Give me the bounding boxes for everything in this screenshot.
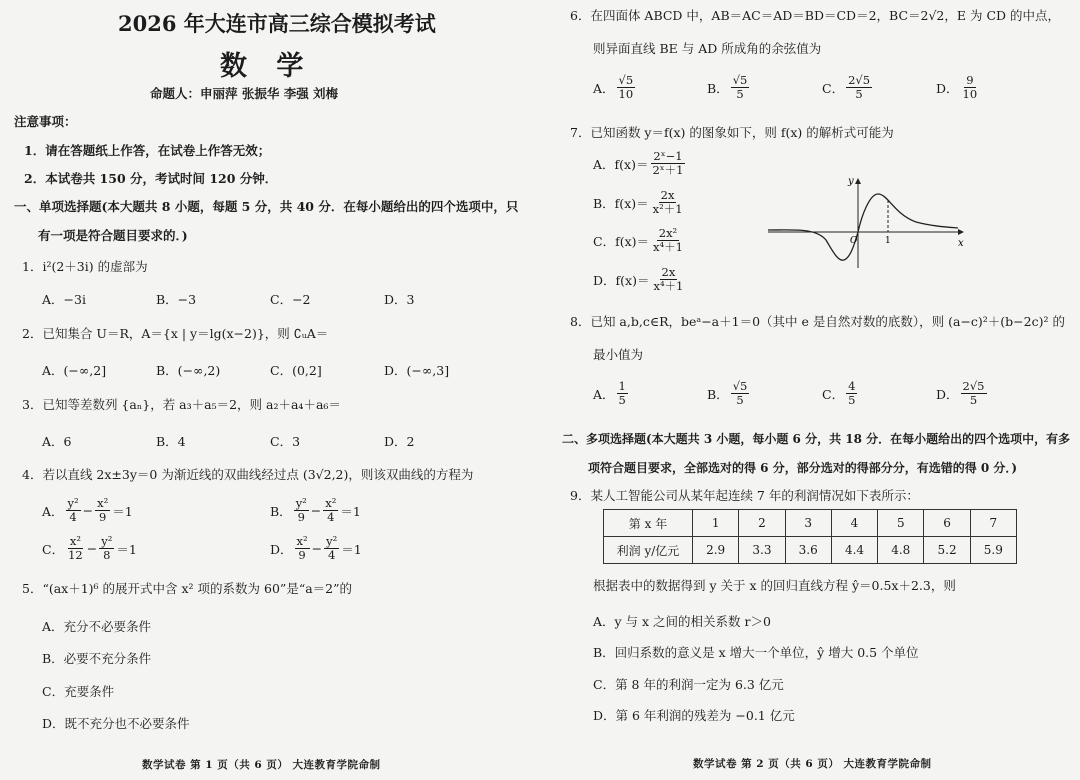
q3-option-c[interactable]: C．3	[270, 434, 301, 449]
q4-option-a[interactable]	[42, 497, 133, 524]
frac-den: 4	[327, 510, 335, 524]
q2-option-b[interactable]: B．(−∞,2)	[156, 363, 221, 378]
q4-c-fraction-2	[99, 535, 114, 562]
table-header-cell: 利润 y/亿元	[604, 537, 693, 564]
frac-den: 5	[618, 393, 626, 407]
frac-den: 5	[736, 87, 744, 101]
section-1-header: 一、单项选择题(本大题共 8 小题，每题 5 分，共 40 分．在每小题给出的四个选项中，只	[14, 199, 519, 214]
question-8-stem: 8．已知 a,b,c∈R，beᵃ−a＋1＝0（其中 e 是自然对数的底数），则 (a−c)²＋(b−2c)² 的	[570, 314, 1065, 329]
q4-c-fraction-1	[66, 535, 85, 562]
q6-option-b-label: B．	[707, 80, 729, 96]
q9-option-a[interactable]: A．y 与 x 之间的相关系数 r＞0	[593, 614, 771, 629]
q7-option-d-label: D．f(x)＝	[593, 272, 650, 288]
q2-option-d[interactable]: D．(−∞,3]	[384, 363, 450, 378]
equals-one: ＝1	[112, 503, 133, 519]
q7-option-c-label: C．f(x)＝	[593, 233, 649, 249]
q7-option-c[interactable]	[593, 227, 687, 254]
q1-option-d[interactable]: D．3	[384, 292, 415, 307]
section-2-header: 二、多项选择题(本大题共 3 小题，每小题 6 分，共 18 分．在每小题给出的四个选项中，有多	[562, 432, 1071, 446]
page-1-footer: 数学试卷 第 1 页（共 6 页） 大连教育学院命制	[142, 759, 381, 771]
q3-option-a[interactable]: A．6	[42, 434, 72, 449]
q4-a-fraction-2	[95, 497, 110, 524]
table-cell: 1	[693, 510, 739, 537]
table-cell: 4.8	[878, 537, 924, 564]
frac-den: 9	[298, 548, 306, 562]
q4-b-fraction-1	[294, 497, 309, 524]
frac-num: √5	[618, 73, 634, 87]
q9-option-b[interactable]: B．回归系数的意义是 x 增大一个单位，ŷ 增大 0.5 个单位	[593, 645, 919, 660]
q7-option-d[interactable]	[593, 266, 687, 293]
table-cell: 4.4	[831, 537, 877, 564]
question-7-stem: 7．已知函数 y＝f(x) 的图象如下，则 f(x) 的解析式可能为	[570, 125, 894, 140]
y-axis-arrow	[855, 178, 861, 184]
q1-option-b[interactable]: B．−3	[156, 292, 197, 307]
frac-den: 9	[99, 510, 107, 524]
frac-num: 2√5	[962, 379, 985, 393]
q9-option-c[interactable]: C．第 8 年的利润一定为 6.3 亿元	[593, 677, 784, 692]
profit-table	[603, 509, 1017, 564]
q6-c-fraction	[846, 74, 872, 101]
q4-option-c-label: C．	[42, 541, 65, 557]
frac-num: 4	[848, 379, 856, 393]
q6-b-fraction	[731, 74, 750, 101]
frac-num: 2x	[660, 188, 675, 202]
frac-den: 10	[962, 87, 978, 101]
question-8-stem-cont: 最小值为	[593, 347, 644, 362]
q8-option-a-label: A．	[593, 386, 615, 402]
question-4-stem: 4．若以直线 2x±3y＝0 为渐近线的双曲线经过点 (3√2,2)，则该双曲线的方程为	[22, 467, 474, 482]
table-header-cell: 第 x 年	[604, 510, 693, 537]
question-9-regression: 根据表中的数据得到 y 关于 x 的回归直线方程 ŷ＝0.5x＋2.3，则	[593, 578, 956, 593]
q4-option-d-label: D．	[270, 541, 293, 557]
function-curve	[768, 194, 958, 260]
frac-num: y²	[101, 534, 113, 548]
notice-item-2: 2．本试卷共 150 分，考试时间 120 分钟．	[24, 171, 278, 186]
q2-option-a[interactable]: A．(−∞,2]	[42, 363, 107, 378]
table-row	[604, 510, 1017, 537]
q8-b-fraction	[731, 380, 750, 407]
frac-den: 10	[618, 87, 634, 101]
frac-den: x⁴＋1	[653, 240, 683, 254]
q7-option-b-label: B．f(x)＝	[593, 195, 649, 211]
equals-one: ＝1	[340, 503, 361, 519]
frac-den: 9	[297, 510, 305, 524]
q4-option-b[interactable]	[270, 497, 361, 524]
graph-origin-label: O	[850, 236, 858, 246]
frac-den: 5	[969, 393, 978, 407]
question-9-stem: 9．某人工智能公司从某年起连续 7 年的利润情况如下表所示：	[570, 488, 919, 503]
frac-num: 2ˣ−1	[653, 149, 683, 163]
q6-a-fraction	[617, 74, 636, 101]
frac-num: x²	[69, 534, 81, 548]
frac-den: x²＋1	[652, 202, 683, 216]
q8-option-b-label: B．	[707, 386, 729, 402]
q6-option-d[interactable]	[936, 74, 981, 101]
equals-one: ＝1	[116, 541, 137, 557]
question-1-stem: 1．i²(2＋3i) 的虚部为	[22, 259, 148, 274]
x-axis-arrow	[958, 229, 964, 235]
notice-item-1: 1．请在答题纸上作答，在试卷上作答无效；	[24, 143, 271, 158]
q8-option-d[interactable]	[936, 380, 989, 407]
question-5-stem: 5．“(ax＋1)⁶ 的展开式中含 x² 项的系数为 60”是“a＝2”的	[22, 581, 352, 596]
q6-d-fraction	[961, 74, 980, 101]
table-cell: 3.3	[739, 537, 785, 564]
table-cell: 6	[924, 510, 970, 537]
frac-num: y²	[67, 496, 79, 510]
q1-option-a[interactable]: A．−3i	[42, 292, 86, 307]
frac-den: 5	[848, 393, 856, 407]
question-6-stem: 6．在四面体 ABCD 中，AB＝AC＝AD＝BD＝CD＝2，BC＝2√2，E 为 CD 的中点，	[570, 8, 1061, 23]
authors-line: 命题人：申丽萍 张振华 李强 刘梅	[150, 86, 339, 101]
q6-option-b[interactable]	[707, 74, 751, 101]
exam-title: 2026 年大连市高三综合模拟考试	[118, 11, 436, 36]
frac-num: y²	[295, 496, 307, 510]
q6-option-c-label: C．	[822, 80, 845, 96]
q5-option-d[interactable]: D．既不充分也不必要条件	[42, 716, 190, 731]
q7-option-b[interactable]	[593, 189, 687, 216]
table-cell: 2	[739, 510, 785, 537]
q8-option-b[interactable]	[707, 380, 751, 407]
q7-a-fraction	[650, 150, 685, 177]
q9-option-d[interactable]: D．第 6 年利润的残差为 −0.1 亿元	[593, 708, 795, 723]
minus-sign: −	[82, 503, 94, 518]
minus-sign: −	[86, 541, 98, 556]
frac-num: √5	[732, 379, 748, 393]
question-2-stem: 2．已知集合 U＝R，A＝{x | y＝lg(x−2)}，则 ∁ᵤA＝	[22, 326, 329, 341]
table-cell: 4	[831, 510, 877, 537]
q5-option-c[interactable]: C．充要条件	[42, 684, 115, 699]
q1-option-c[interactable]: C．−2	[270, 292, 311, 307]
q8-option-a[interactable]	[593, 380, 630, 407]
frac-num: x²	[296, 534, 308, 548]
frac-num: 2x	[661, 265, 676, 279]
q4-option-c[interactable]	[42, 535, 137, 562]
table-cell: 2.9	[693, 537, 739, 564]
table-cell: 5.9	[970, 537, 1016, 564]
section-1-header-cont: 有一项是符合题目要求的．)	[38, 228, 188, 243]
frac-num: 1	[618, 379, 626, 393]
frac-den: 12	[68, 548, 83, 562]
q3-option-b[interactable]: B．4	[156, 434, 186, 449]
section-2-header-cont: 项符合题目要求，全部选对的得 6 分，部分选对的得部分分，有选错的得 0 分．)	[588, 461, 1018, 475]
q4-d-fraction-2	[324, 535, 339, 562]
q8-option-c[interactable]	[822, 380, 859, 407]
equals-one: ＝1	[341, 541, 362, 557]
q4-a-fraction-1	[66, 497, 81, 524]
minus-sign: −	[311, 541, 323, 556]
q7-option-a-label: A．f(x)＝	[593, 156, 649, 172]
question-6-stem-cont: 则异面直线 BE 与 AD 所成角的余弦值为	[593, 41, 822, 56]
frac-num: y²	[326, 534, 338, 548]
q7-option-a[interactable]	[593, 150, 687, 177]
q7-c-fraction	[651, 227, 685, 254]
q4-option-b-label: B．	[270, 503, 292, 519]
q3-option-d[interactable]: D．2	[384, 434, 415, 449]
minus-sign: −	[310, 503, 322, 518]
q6-option-a-label: A．	[593, 80, 615, 96]
table-cell: 3	[785, 510, 831, 537]
graph-one-label: 1	[885, 236, 891, 246]
frac-den: 8	[103, 548, 111, 562]
notice-heading: 注意事项：	[14, 114, 77, 129]
q2-option-c[interactable]: C．(0,2]	[270, 363, 322, 378]
q4-option-a-label: A．	[42, 503, 64, 519]
q8-a-fraction	[617, 380, 628, 407]
q4-option-d[interactable]	[270, 535, 362, 562]
graph-x-label: x	[958, 238, 964, 249]
q8-c-fraction	[846, 380, 857, 407]
q8-option-d-label: D．	[936, 386, 959, 402]
frac-den: 4	[69, 510, 77, 524]
frac-num: √5	[732, 73, 748, 87]
q8-option-c-label: C．	[822, 386, 845, 402]
frac-num: 2√5	[848, 73, 871, 87]
table-row	[604, 537, 1017, 564]
q8-d-fraction	[961, 380, 987, 407]
q6-option-a[interactable]	[593, 74, 637, 101]
table-cell: 5	[878, 510, 924, 537]
frac-den: x⁴＋1	[653, 279, 684, 293]
graph-y-label: y	[848, 176, 854, 187]
q6-option-d-label: D．	[936, 80, 959, 96]
frac-num: x²	[97, 496, 109, 510]
table-cell: 3.6	[785, 537, 831, 564]
q5-option-b[interactable]: B．必要不充分条件	[42, 651, 152, 666]
frac-den: 4	[328, 548, 336, 562]
table-cell: 5.2	[924, 537, 970, 564]
q6-option-c[interactable]	[822, 74, 874, 101]
q4-b-fraction-2	[323, 497, 338, 524]
exam-page-2	[548, 0, 1080, 780]
subject-title: 数 学	[220, 51, 314, 82]
q7-b-fraction	[651, 189, 685, 216]
table-cell: 7	[970, 510, 1016, 537]
frac-den: 5	[736, 393, 744, 407]
frac-num: x²	[325, 496, 337, 510]
q4-d-fraction-1	[295, 535, 310, 562]
frac-den: 5	[855, 87, 863, 101]
page-2-footer: 数学试卷 第 2 页（共 6 页） 大连教育学院命制	[693, 758, 932, 770]
frac-num: 9	[966, 73, 974, 87]
question-3-stem: 3．已知等差数列 {aₙ}，若 a₃＋a₅＝2，则 a₂＋a₄＋a₆＝	[22, 397, 341, 412]
q5-option-a[interactable]: A．充分不必要条件	[42, 619, 152, 634]
function-graph	[766, 170, 966, 270]
frac-den: 2ˣ＋1	[652, 163, 684, 177]
q7-d-fraction	[651, 266, 685, 293]
frac-num: 2x²	[658, 226, 678, 240]
